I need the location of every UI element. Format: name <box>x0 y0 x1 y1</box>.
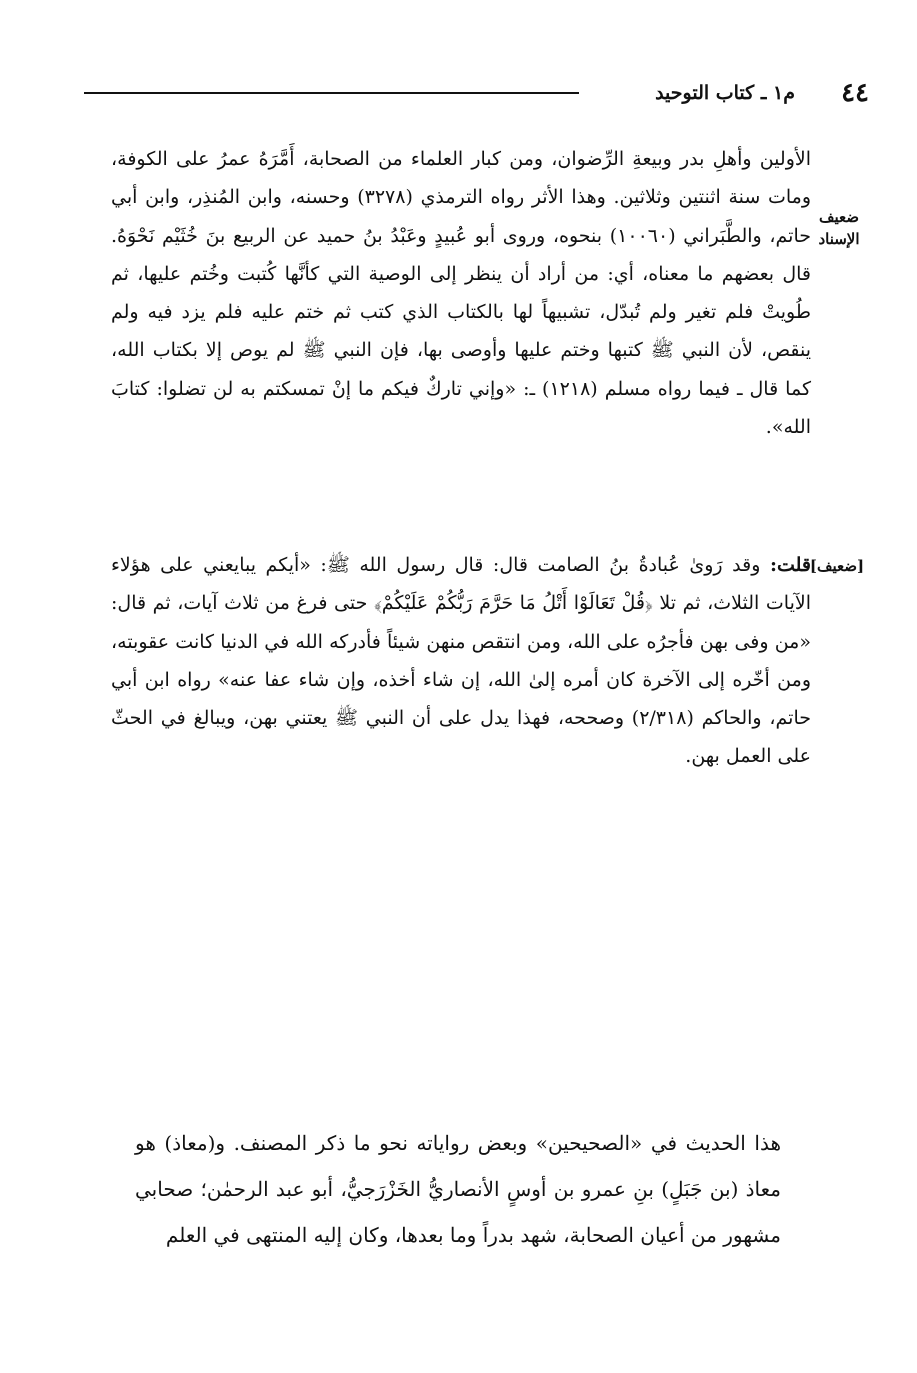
paragraph-3: هذا الحديث في «الصحيحين» وبعض رواياته نحو ما ذكر المصنف. و(معاذ) هو معاذ (بن جَبَلٍ) بنِ عمرو بن أوسٍ الأنصاريُّ الخَزْرَجيُّ، أبو عبد الرحمٰن؛ صحابي مشهور من أعيان الصحابة، شهد بدراً وما بعدها، وكان إليه المنتهى في العلم <box>135 1131 781 1247</box>
margin-note-weak-chain: ضعيف الإسناد <box>818 208 860 248</box>
header-rule <box>84 92 579 94</box>
paragraph-2-text: وقد رَوىٰ عُبادةُ بنُ الصامت قال: قال رسول الله ﷺ: «أيكم يبايعني على هؤلاء الآيات الثلاث، ثم تلا ﴿قُلْ تَعَالَوْا أَتْلُ مَا حَرَّمَ رَبُّكُمْ عَلَيْكُمْ﴾ حتى فرغ من ثلاث آيات، ثم قال: «من وفى بهن فأجرُه على الله، ومن انتقص منهن شيئاً فأدركه الله في الدنيا كانت عقوبته، ومن أخّره إلى الآخرة كان أمره إلىٰ الله، إن شاء أخذه، وإن شاء عفا عنه» رواه ابن أبي حاتم، والحاكم (٢/٣١٨) وصححه، فهذا يدل على أن النبي ﷺ يعتني بهن، ويبالغ في الحثّ على العمل بهن. <box>111 554 811 768</box>
paragraph-2 <box>111 546 811 776</box>
running-title: م١ ـ كتاب التوحيد <box>655 82 795 104</box>
paragraph-2-lead: قلت: <box>769 554 812 576</box>
page-number: ٤٤ <box>841 78 869 108</box>
page-header <box>84 78 869 112</box>
margin-note-weak: [ضعيف] <box>809 557 865 575</box>
paragraph-1: الأولين وأهلِ بدر وبيعةِ الرِّضوان، ومن كبار العلماء من الصحابة، أَمَّرَهُ عمرُ على الكوفة، ومات سنة اثنتين وثلاثين. وهذا الأثر رواه الترمذي (٣٢٧٨) وحسنه، وابن المُنذِر، وابن أبي حاتم، والطَّبَراني (١٠٠٦٠) بنحوه، وروى أبو عُبيدٍ وعَبْدُ بنُ حميد عن الربيع بنَ خُثَيْم نَحْوَهُ. قال بعضهم ما معناه، أي: من أراد أن ينظر إلى الوصية التي كأنَّها كُتبت وخُتم عليها، ثم طُويتْ فلم تغير ولم تُبدّل، تشبيهاً لها بالكتاب الذي كتب ثم ختم عليه فلم يزد فيه ولم ينقص، لأن النبي ﷺ كتبها وختم عليها وأوصى بها، فإن النبي ﷺ لم يوص إلا بكتاب الله، كما قال ـ فيما رواه مسلم (١٢١٨) ـ: «وإني تاركٌ فيكم ما إنْ تمسكتم به لن تضلوا: كتابَ الله». <box>111 148 812 439</box>
